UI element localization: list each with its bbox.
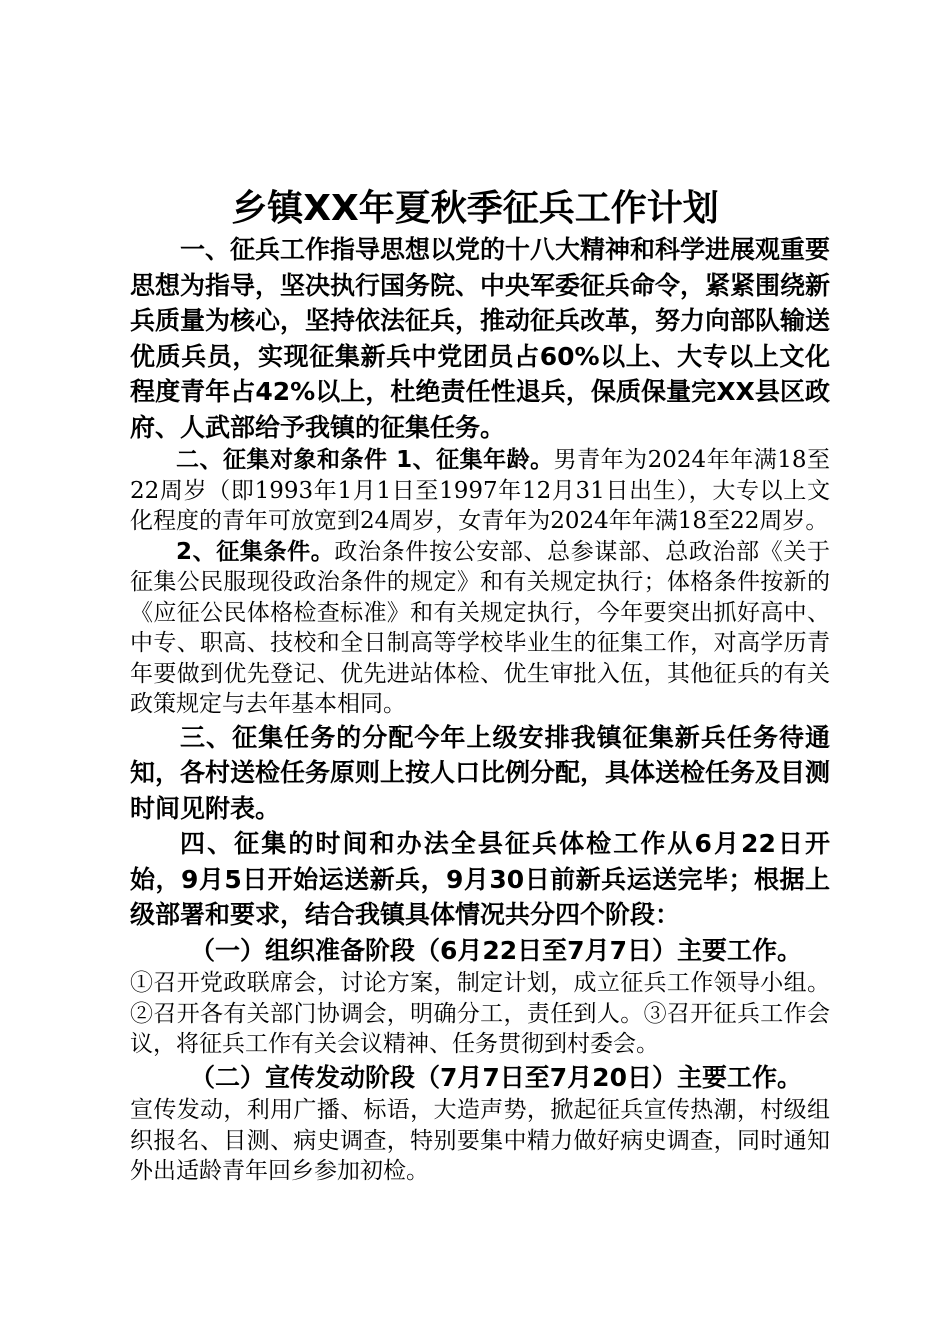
paragraph-schedule-method: 四、征集的时间和办法全县征兵体检工作从6月22日开始，9月5日开始运送新兵，9月30日前新兵运送完毕；根据上级部署和要求，结合我镇具体情况共分四个阶段： xyxy=(130,829,830,929)
paragraph-body-recruitment-conditions: 政治条件按公安部、总参谋部、总政治部《关于征集公民服现役政治条件的规定》和有关规定执行；体格条件按新的《应征公民体格检查标准》和有关规定执行，今年要突出抓好高中、中专、职高、技校和全日制高等学校毕业生的征集工作，对高学历青年要做到优先登记、优先进站体检、优生审批入伍，其他征兵的有关政策规定与去年基本相同。 xyxy=(130,538,831,717)
document-title: 乡镇XX年夏秋季征兵工作计划 xyxy=(231,188,719,229)
paragraph-recruitment-age xyxy=(130,445,830,537)
paragraph-guiding-principle: 一、征兵工作指导思想以党的十八大精神和科学进展观重要思想为指导，坚决执行国务院、中央军委征兵命令，紧紧围绕新兵质量为核心，坚持依法征兵，推动征兵改革，努力向部队输送优质兵员，实现征集新兵中党团员占60%以上、大专以上文化程度青年占42%以上，杜绝责任性退兵，保质保量完XX县区政府、人武部给予我镇的征集任务。 xyxy=(130,235,831,442)
heading-publicity-stage: （二）宣传发动阶段（7月7日至7月20日）主要工作。 xyxy=(190,1062,802,1092)
paragraph-body-recruitment-age: 男青年为2024年年满18至22周岁（即1993年1月1日至1997年12月31日出生），大专以上文化程度的青年可放宽到24周岁，女青年为2024年年满18至22周岁。 xyxy=(130,447,830,534)
paragraph-recruitment-conditions xyxy=(130,537,830,720)
document-body xyxy=(130,232,830,1187)
paragraph-lead-recruitment-conditions: 2、征集条件。 xyxy=(176,538,335,565)
paragraph-publicity-stage: 宣传发动，利用广播、标语，大造声势，掀起征兵宣传热潮，村级组织报名、目测、病史调查，特别要集中精力做好病史调查，同时通知外出适龄青年回乡参加初检。 xyxy=(130,1097,830,1184)
paragraph-lead-recruitment-age: 二、征集对象和条件 1、征集年龄。 xyxy=(176,447,554,473)
heading-preparation-stage: （一）组织准备阶段（6月22日至7月7日）主要工作。 xyxy=(190,935,802,965)
paragraph-task-allocation: 三、征集任务的分配今年上级安排我镇征集新兵任务待通知，各村送检任务原则上按人口比例分配，具体送检任务及目测时间见附表。 xyxy=(130,722,831,823)
paragraph-preparation-stage: ①召开党政联席会，讨论方案，制定计划，成立征兵工作领导小组。②召开各有关部门协调会，明确分工，责任到人。③召开征兵工作会议，将征兵工作有关会议精神、任务贯彻到村委会。 xyxy=(130,970,830,1057)
